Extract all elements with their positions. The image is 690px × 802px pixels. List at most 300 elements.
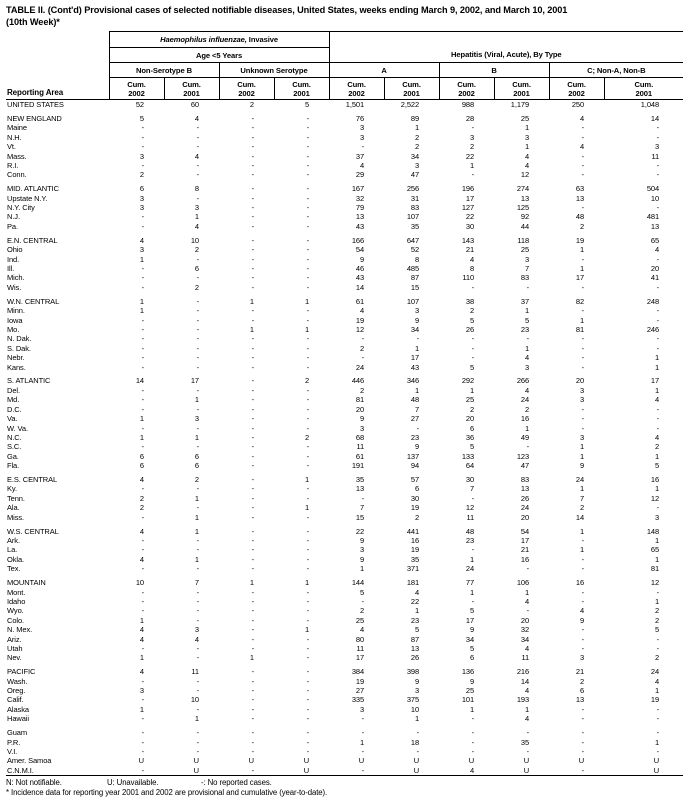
value-cell: - (581, 170, 585, 180)
value-cell: - (251, 512, 254, 522)
reporting-area-cell: Wash. (7, 676, 28, 686)
value-cell: - (141, 606, 144, 616)
col-header-cum-2002 (439, 78, 494, 100)
value-cell: 32 (355, 193, 365, 203)
table-row (6, 395, 683, 404)
reporting-area-cell: C.N.M.I. (6, 766, 109, 776)
reporting-area-cell: Va. (7, 414, 18, 424)
value-cell: 1 (194, 432, 199, 442)
year-label: 2001 (183, 88, 200, 98)
value-cell: - (141, 334, 144, 344)
value-cell: 4 (139, 235, 144, 245)
value-cell: 1 (194, 512, 199, 522)
value-cell: 1 (579, 451, 585, 461)
value-cell: - (306, 737, 310, 747)
value-cell: 9 (359, 535, 365, 545)
reporting-area-cell: Amer. Samoa (7, 756, 52, 766)
value-cell: - (141, 123, 144, 133)
value-cell: 1 (579, 264, 585, 273)
value-cell: - (656, 170, 660, 180)
table-row (6, 686, 683, 695)
value-cell: - (471, 596, 475, 606)
reporting-area-cell: Hawaii (7, 714, 29, 724)
value-cell: - (581, 634, 585, 644)
value-cell: 2 (469, 306, 475, 316)
value-cell: 17 (190, 376, 199, 386)
value-cell: 3 (359, 423, 365, 433)
value-cell: - (306, 264, 310, 273)
value-cell: U (138, 756, 144, 766)
value-cell: - (251, 184, 254, 194)
value-cell: - (251, 132, 254, 142)
value-cell: 5 (469, 643, 475, 653)
value-cell: - (251, 526, 254, 536)
value-cell: 6 (139, 461, 144, 471)
value-cell: - (196, 503, 199, 513)
table-row (6, 100, 683, 110)
value-cell: - (306, 564, 310, 574)
value-cell: 256 (406, 184, 420, 194)
value-cell: - (416, 423, 420, 433)
table-row (6, 513, 683, 522)
value-cell: - (581, 254, 585, 264)
value-cell: - (306, 193, 310, 203)
value-cell: 5 (524, 315, 530, 325)
value-cell: 22 (410, 596, 420, 606)
value-cell: 3 (139, 193, 144, 203)
value-cell: 1 (654, 385, 660, 395)
legend-unavailable: U: Unavailable. (107, 778, 159, 788)
col-header-cum-2001 (384, 78, 439, 100)
value-cell: 4 (194, 221, 199, 231)
value-cell: 2 (654, 606, 660, 616)
value-cell: - (306, 643, 310, 653)
value-cell: 2 (139, 170, 144, 180)
table-row (6, 123, 683, 132)
value-cell: - (306, 535, 310, 545)
col-header-cum-2002 (219, 78, 274, 100)
year-label: 2001 (513, 88, 530, 98)
value-cell: 25 (465, 686, 475, 696)
value-cell: - (416, 334, 420, 344)
value-cell: 13 (410, 643, 420, 653)
value-cell: 3 (524, 132, 530, 142)
value-cell: - (196, 170, 199, 180)
table-row (6, 114, 683, 123)
value-cell: 64 (465, 461, 475, 471)
value-cell: 9 (359, 254, 365, 264)
value-cell: 2 (304, 376, 310, 386)
value-cell: 11 (466, 512, 475, 522)
reporting-area-cell: UNITED STATES (7, 100, 64, 109)
value-cell: 647 (406, 235, 420, 245)
value-cell: - (471, 334, 475, 344)
value-cell: - (141, 587, 144, 597)
value-cell: 28 (465, 113, 475, 123)
value-cell: 2 (579, 221, 585, 231)
value-cell: 54 (520, 526, 530, 536)
reporting-area-cell: S. ATLANTIC (7, 376, 51, 386)
value-cell: - (251, 737, 254, 747)
value-cell: - (306, 123, 310, 133)
value-cell: - (581, 704, 585, 714)
value-cell: 4 (359, 306, 365, 316)
value-cell: 144 (351, 578, 365, 588)
value-cell: 7 (359, 503, 365, 513)
value-cell: - (141, 385, 144, 395)
table-row (6, 255, 683, 264)
value-cell: - (251, 142, 254, 152)
value-cell: 4 (524, 151, 530, 161)
value-cell: - (141, 512, 144, 522)
reporting-area-cell: P.R. (7, 737, 21, 747)
value-cell: 17 (575, 273, 585, 283)
value-cell: 13 (650, 221, 660, 231)
value-cell: - (251, 160, 254, 170)
value-cell: - (656, 634, 660, 644)
value-cell: 19 (355, 676, 365, 686)
value-cell: 80 (355, 634, 365, 644)
value-cell: 20 (465, 414, 475, 424)
value-cell: - (306, 306, 310, 316)
value-cell: - (526, 747, 530, 756)
value-cell: - (251, 461, 254, 471)
value-cell: - (196, 484, 199, 494)
value-cell: 2 (139, 503, 144, 513)
value-cell: 107 (406, 296, 420, 306)
value-cell: 16 (520, 414, 530, 424)
value-cell: - (196, 596, 199, 606)
value-cell: 12 (465, 503, 475, 513)
reporting-area-cell: Minn. (7, 306, 25, 316)
value-cell: 13 (575, 695, 585, 705)
value-cell: 4 (654, 432, 660, 442)
value-cell: - (306, 676, 310, 686)
value-cell: 25 (520, 245, 530, 255)
value-cell: 52 (135, 100, 144, 109)
table-row (6, 325, 683, 334)
value-cell: 2 (249, 100, 254, 109)
value-cell: 266 (516, 376, 530, 386)
value-cell: - (361, 353, 365, 363)
value-cell: 24 (520, 395, 530, 405)
table-row (6, 142, 683, 151)
value-cell: - (306, 273, 310, 283)
value-cell: - (361, 142, 365, 152)
value-cell: - (656, 343, 660, 353)
value-cell: 81 (650, 564, 660, 574)
value-cell: - (581, 404, 585, 414)
footnote-incidence: * Incidence data for reporting year 2001 and 2002 are provisional and cumulative (year-to-date). (6, 788, 328, 798)
value-cell: - (251, 714, 254, 724)
value-cell: - (471, 714, 475, 724)
value-cell: - (251, 493, 254, 503)
value-cell: - (306, 526, 310, 536)
value-cell: 4 (654, 245, 660, 255)
value-cell: - (526, 728, 530, 738)
value-cell: 48 (575, 212, 585, 222)
value-cell: 19 (575, 235, 585, 245)
subgroup-unknown-serotype: Unknown Serotype (219, 63, 329, 78)
reporting-area-cell: Maine (7, 123, 27, 133)
value-cell: 216 (516, 667, 530, 677)
reporting-area-cell: V.I. (7, 747, 18, 756)
value-cell: - (306, 653, 310, 663)
value-cell: 3 (414, 306, 420, 316)
value-cell: 23 (410, 615, 420, 625)
reporting-area-cell: E.N. CENTRAL (7, 235, 58, 245)
value-cell: - (361, 334, 365, 344)
hepatitis-group-header: Hepatitis (Viral, Acute), By Type (329, 32, 683, 63)
value-cell: 2 (414, 132, 420, 142)
value-cell: 193 (516, 695, 530, 705)
value-cell: 26 (410, 653, 420, 663)
value-cell: - (141, 535, 144, 545)
value-cell: - (251, 212, 254, 222)
value-cell: - (656, 423, 660, 433)
value-cell: 29 (355, 170, 365, 180)
value-cell: 47 (410, 170, 420, 180)
value-cell: - (141, 442, 144, 452)
value-cell: 9 (414, 676, 420, 686)
value-cell: - (581, 728, 585, 738)
year-label: 2002 (128, 88, 145, 98)
value-cell: 1 (654, 353, 660, 363)
reporting-area-cell: Mont. (7, 587, 26, 597)
value-cell: - (251, 343, 254, 353)
value-cell: - (251, 151, 254, 161)
value-cell: - (251, 484, 254, 494)
value-cell: 20 (575, 376, 585, 386)
table-row (6, 545, 683, 554)
table-row (6, 494, 683, 503)
value-cell: - (196, 193, 199, 203)
value-cell: - (251, 362, 254, 372)
value-cell: - (581, 306, 585, 316)
value-cell: - (141, 395, 144, 405)
table-row (6, 644, 683, 653)
value-cell: 16 (575, 578, 585, 588)
value-cell: 1 (469, 160, 475, 170)
value-cell: 16 (410, 535, 420, 545)
value-cell: 5 (654, 461, 660, 471)
value-cell: - (306, 132, 310, 142)
value-cell: - (196, 676, 199, 686)
value-cell: 148 (646, 526, 660, 536)
table-row (6, 461, 683, 470)
value-cell: - (656, 306, 660, 316)
value-cell: 7 (194, 578, 199, 588)
reporting-area-cell: PACIFIC (7, 667, 36, 677)
value-cell: 5 (304, 100, 310, 109)
value-cell: - (581, 587, 585, 597)
value-cell: 1 (304, 578, 310, 588)
value-cell: 4 (139, 554, 144, 564)
value-cell: 167 (351, 184, 365, 194)
value-cell: 4 (524, 160, 530, 170)
value-cell: 9 (579, 615, 585, 625)
table-row (6, 442, 683, 451)
value-cell: 14 (135, 376, 144, 386)
value-cell: 4 (139, 526, 144, 536)
value-cell: 4 (524, 714, 530, 724)
value-cell: - (306, 343, 310, 353)
table-row (6, 606, 683, 615)
value-cell: - (196, 615, 199, 625)
reporting-area-cell: MID. ATLANTIC (7, 184, 59, 194)
value-cell: 83 (520, 273, 530, 283)
value-cell: 10 (190, 235, 199, 245)
value-cell: - (306, 615, 310, 625)
value-cell: - (196, 423, 199, 433)
value-cell: - (526, 564, 530, 574)
value-cell: - (251, 625, 254, 635)
value-cell: - (196, 728, 199, 738)
value-cell: 44 (520, 221, 530, 231)
value-cell: U (164, 766, 219, 776)
table-row (6, 306, 683, 315)
value-cell: 3 (654, 142, 660, 152)
value-cell: 3 (469, 132, 475, 142)
value-cell: 3 (194, 203, 199, 213)
value-cell: - (306, 461, 310, 471)
value-cell: 2 (194, 282, 199, 292)
value-cell: - (196, 404, 199, 414)
value-cell: - (656, 747, 660, 756)
reporting-area-cell: Tex. (7, 564, 21, 574)
value-cell: - (141, 423, 144, 433)
value-cell: 1 (304, 475, 310, 485)
value-cell: 4 (139, 625, 144, 635)
reporting-area-cell: Ill. (7, 264, 15, 273)
value-cell: - (581, 353, 585, 363)
table-row (6, 756, 683, 765)
value-cell: 292 (461, 376, 475, 386)
value-cell: - (251, 432, 254, 442)
value-cell: - (581, 334, 585, 344)
value-cell: - (141, 737, 144, 747)
value-cell: 4 (524, 643, 530, 653)
value-cell: - (141, 695, 144, 705)
reporting-area-cell: Utah (7, 643, 23, 653)
value-cell: 1 (194, 395, 199, 405)
value-cell: 25 (465, 395, 475, 405)
value-cell: - (196, 142, 199, 152)
value-cell: - (196, 747, 199, 756)
value-cell: 4 (414, 587, 420, 597)
value-cell: - (196, 643, 199, 653)
value-cell: - (141, 728, 144, 738)
value-cell: - (656, 414, 660, 424)
reporting-area-cell: Md. (7, 395, 20, 405)
value-cell: 3 (414, 686, 420, 696)
table-row (6, 414, 683, 423)
value-cell: 481 (646, 212, 660, 222)
value-cell: - (306, 512, 310, 522)
table-header (6, 32, 683, 100)
value-cell: 106 (516, 578, 530, 588)
value-cell: 48 (465, 526, 475, 536)
reporting-area-cell: Wis. (7, 282, 22, 292)
value-cell: U (303, 756, 310, 766)
legend-not-notifiable: N: Not notifiable. (6, 778, 62, 788)
reporting-area-cell: Idaho (7, 596, 26, 606)
table-row (6, 738, 683, 747)
value-cell: 60 (190, 100, 199, 109)
cum-label: Cum. (634, 79, 654, 89)
value-cell: 2 (469, 142, 475, 152)
value-cell: - (251, 315, 254, 325)
value-cell: - (251, 113, 254, 123)
value-cell: 13 (520, 484, 530, 494)
cum-label: Cum. (292, 79, 311, 89)
value-cell: 35 (520, 737, 530, 747)
table-row (6, 273, 683, 282)
value-cell: 1 (139, 414, 144, 424)
value-cell: 3 (414, 160, 420, 170)
value-cell: - (329, 766, 384, 776)
footnote-legend (6, 778, 684, 788)
value-cell: - (581, 423, 585, 433)
value-cell: 118 (517, 235, 530, 245)
year-label: 2002 (238, 88, 255, 98)
value-cell: - (141, 596, 144, 606)
value-cell: - (526, 282, 530, 292)
year-label: 2001 (293, 88, 310, 98)
value-cell: 1 (414, 714, 420, 724)
table-row (6, 728, 683, 737)
value-cell: 1 (139, 704, 144, 714)
value-cell: - (471, 353, 475, 363)
subgroup-hepatitis-b: B (439, 63, 549, 78)
value-cell: 20 (520, 615, 530, 625)
value-cell: U (274, 766, 329, 776)
value-cell: 1 (249, 578, 254, 588)
value-cell: - (141, 362, 144, 372)
value-cell: 21 (465, 245, 475, 255)
value-cell: - (306, 362, 310, 372)
value-cell: - (656, 643, 660, 653)
value-cell: - (251, 545, 254, 555)
value-cell: 3 (524, 362, 530, 372)
table-row (6, 133, 683, 142)
value-cell: 17 (355, 653, 365, 663)
value-cell: - (196, 535, 199, 545)
value-cell: - (656, 587, 660, 597)
value-cell: 9 (414, 442, 420, 452)
value-cell: - (196, 315, 199, 325)
cum-label: Cum. (567, 79, 586, 89)
value-cell: - (196, 606, 199, 616)
value-cell: 17 (650, 376, 660, 386)
value-cell: 25 (355, 615, 365, 625)
value-cell: 4 (524, 385, 530, 395)
value-cell: - (251, 475, 254, 485)
value-cell: 1 (304, 503, 310, 513)
reporting-area-cell: Nev. (7, 653, 22, 663)
value-cell: - (251, 695, 254, 705)
reporting-area-cell: Ky. (7, 484, 17, 494)
value-cell: 7 (414, 404, 420, 414)
value-cell: - (196, 737, 199, 747)
value-cell: - (306, 747, 310, 756)
value-cell: 11 (191, 667, 199, 677)
value-cell: - (196, 343, 199, 353)
value-cell: U (523, 756, 530, 766)
reporting-area-header: Reporting Area (6, 32, 109, 100)
value-cell: 2 (194, 475, 199, 485)
value-cell: - (196, 704, 199, 714)
